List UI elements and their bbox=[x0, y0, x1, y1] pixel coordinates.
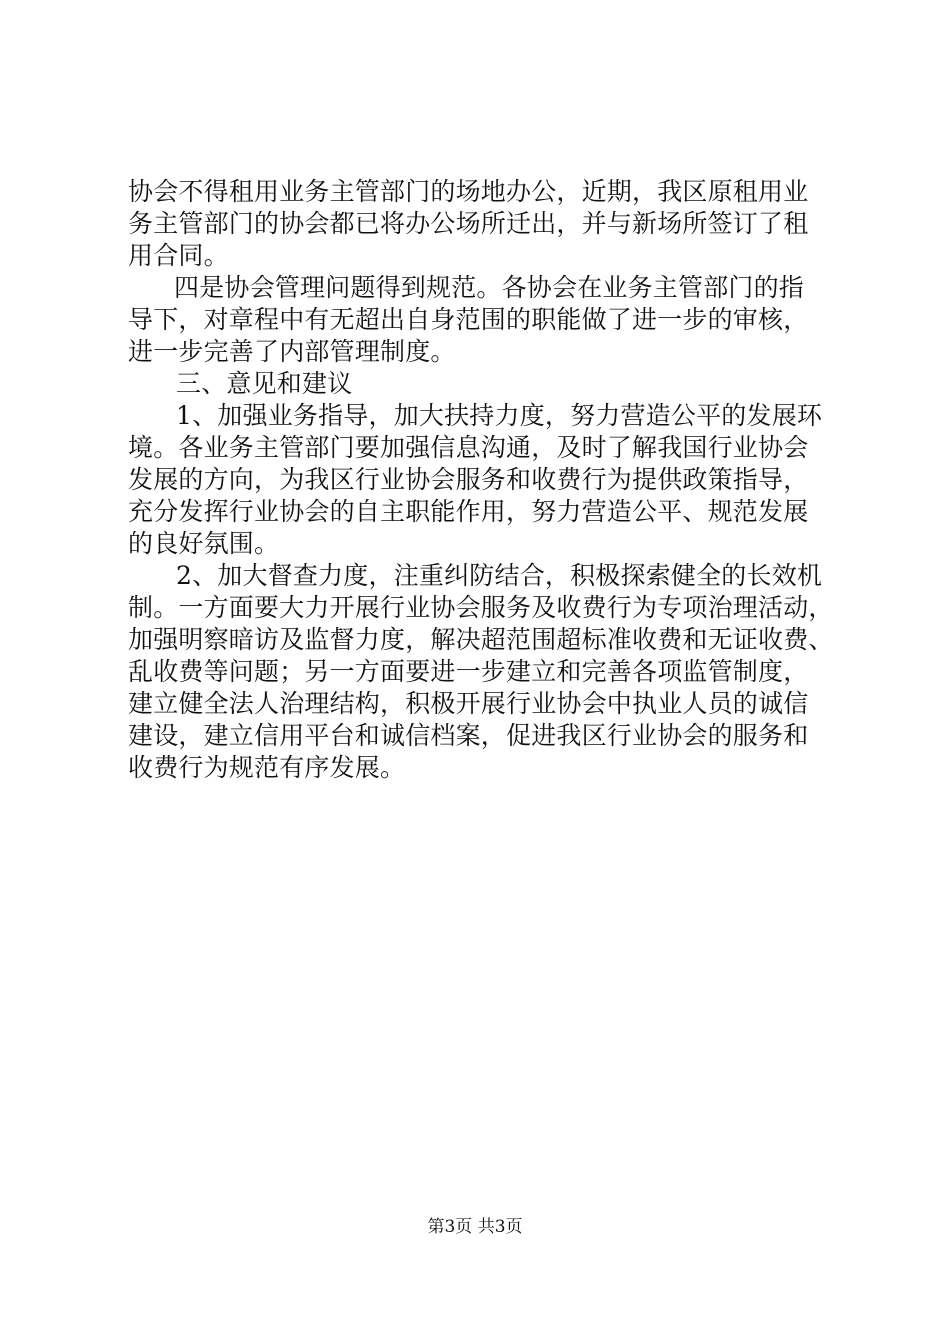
paragraph-start-line: 1、加强业务指导，加大扶持力度，努力营造公平的发展环 bbox=[176, 401, 823, 430]
text-line: 建设，建立信用平台和诚信档案，促进我区行业协会的服务和 bbox=[128, 721, 809, 750]
text-line: 充分发挥行业协会的自主职能作用，努力营造公平、规范发展 bbox=[128, 497, 809, 526]
text-line: 制。一方面要大力开展行业协会服务及收费行为专项治理活动， bbox=[128, 593, 834, 622]
text-line: 收费行为规范有序发展。 bbox=[128, 753, 406, 782]
text-line: 境。各业务主管部门要加强信息沟通，及时了解我国行业协会 bbox=[128, 433, 809, 462]
paragraph-start-line: 2、加大督查力度，注重纠防结合，积极探索健全的长效机 bbox=[176, 561, 823, 590]
section-heading: 三、意见和建议 bbox=[176, 369, 353, 398]
text-line: 乱收费等问题；另一方面要进一步建立和完善各项监管制度， bbox=[128, 657, 809, 686]
text-line: 导下，对章程中有无超出自身范围的职能做了进一步的审核， bbox=[128, 305, 809, 334]
document-body bbox=[128, 176, 832, 784]
page-number-footer: 第3页 共3页 bbox=[427, 1217, 523, 1237]
paragraph-start-line: 四是协会管理问题得到规范。各协会在业务主管部门的指 bbox=[174, 273, 805, 302]
text-line: 的良好氛围。 bbox=[128, 529, 280, 558]
text-line: 协会不得租用业务主管部门的场地办公，近期，我区原租用业 bbox=[128, 177, 809, 206]
text-line: 务主管部门的协会都已将办公场所迁出，并与新场所签订了租 bbox=[128, 209, 809, 238]
text-line: 进一步完善了内部管理制度。 bbox=[128, 337, 456, 366]
text-line: 加强明察暗访及监督力度，解决超范围超标准收费和无证收费、 bbox=[128, 625, 834, 654]
text-line: 建立健全法人治理结构，积极开展行业协会中执业人员的诚信 bbox=[128, 689, 809, 718]
text-line: 用合同。 bbox=[128, 241, 229, 270]
text-line: 发展的方向，为我区行业协会服务和收费行为提供政策指导， bbox=[128, 465, 809, 494]
